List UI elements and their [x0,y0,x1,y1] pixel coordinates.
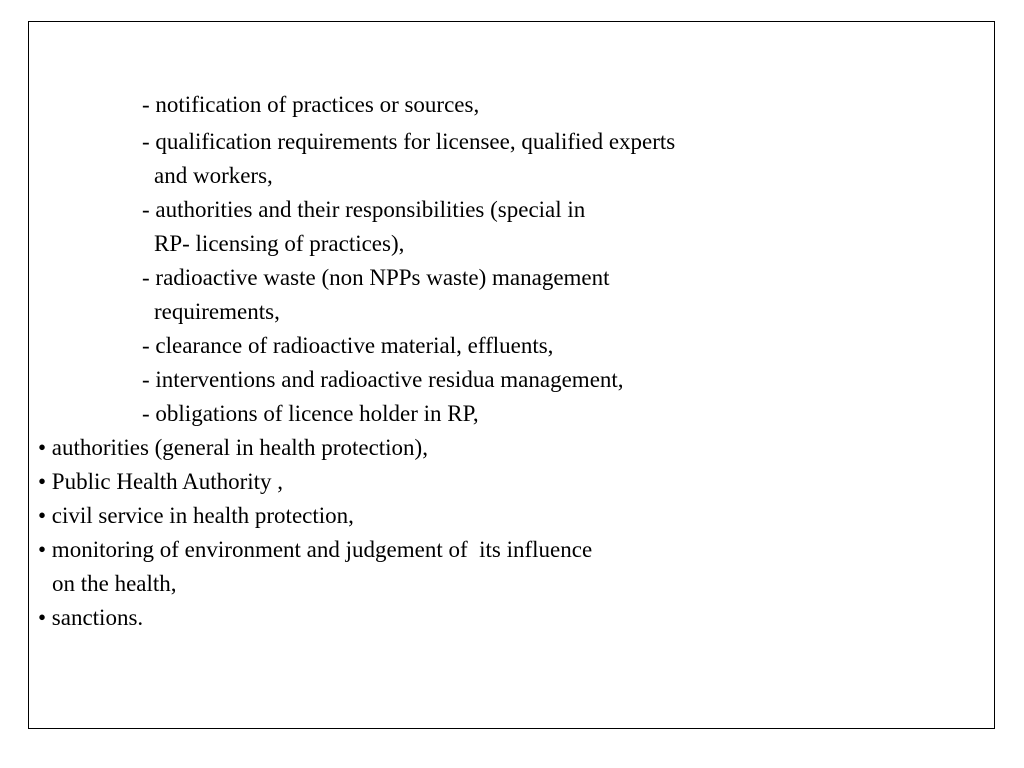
sub-item-notification: - notification of practices or sources, [142,92,480,117]
bullet-monitoring-cont: on the health, [52,571,177,596]
bullet-monitoring: • monitoring of environment and judgement of its influence [38,537,593,562]
sub-item-qualification-cont: and workers, [154,163,273,188]
sub-item-obligations: - obligations of licence holder in RP, [142,401,479,426]
sub-item-radioactive-waste: - radioactive waste (non NPPs waste) management [142,265,610,290]
bullet-civil-service: • civil service in health protection, [38,503,354,528]
sub-item-radioactive-waste-cont: requirements, [154,299,280,324]
bullet-public-health-authority: • Public Health Authority , [38,469,284,494]
sub-item-authorities: - authorities and their responsibilities (special in [142,197,586,222]
sub-item-clearance: - clearance of radioactive material, effluents, [142,333,554,358]
sub-item-qualification: - qualification requirements for licensee, qualified experts [142,129,676,154]
sub-item-interventions: - interventions and radioactive residua management, [142,367,624,392]
bullet-sanctions: • sanctions. [38,605,144,630]
sub-item-authorities-cont: RP- licensing of practices), [154,231,405,256]
bullet-authorities: • authorities (general in health protection), [38,435,428,460]
